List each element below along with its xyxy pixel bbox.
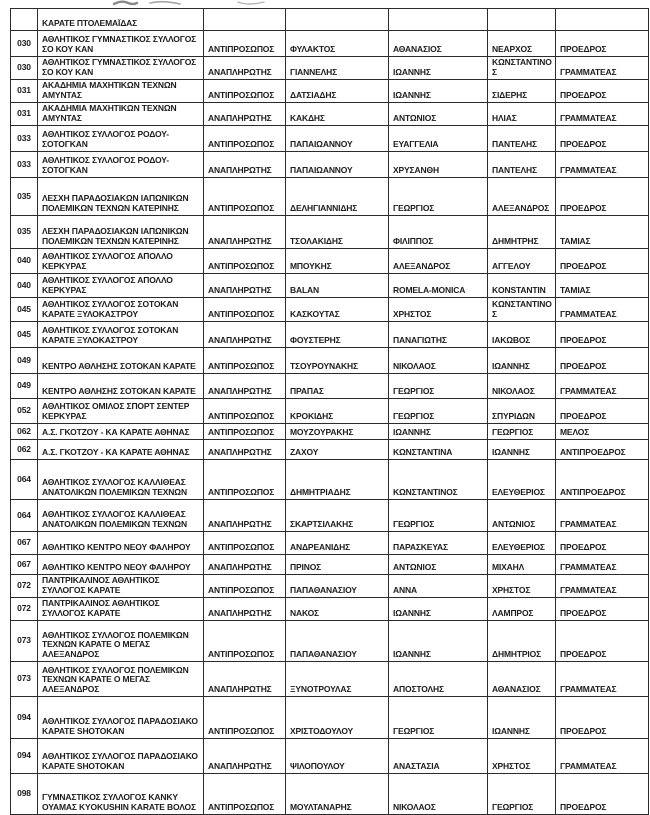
cell-position: ΓΡΑΜΜΑΤΕΑΣ: [556, 103, 649, 126]
cell-first-name: ΧΡΗΣΤΟΣ: [389, 298, 488, 322]
cell-club-code: 045: [11, 322, 38, 348]
cell-father-name: ΝΙΚΟΛΑΟΣ: [488, 374, 556, 399]
cell-club-code: 094: [11, 697, 38, 739]
cell-first-name: ROMELA-MONICA: [389, 274, 488, 298]
table-row: [11, 103, 649, 126]
cell-position: ΓΡΑΜΜΑΤΕΑΣ: [556, 152, 649, 178]
cell-position: ΠΡΟΕΔΡΟΣ: [556, 598, 649, 621]
cell-position: ΠΡΟΕΔΡΟΣ: [556, 80, 649, 103]
cell-position: ΑΝΤΙΠΡΟΕΔΡΟΣ: [556, 460, 649, 500]
cell-club-name: ΑΘΛΗΤΙΚΟΣ ΣΥΛΛΟΓΟΣ ΚΑΛΛΙΘΕΑΣ ΑΝΑΤΟΛΙΚΩΝ ΠΟΛΕΜΙΚΩΝ ΤΕΧΝΩΝ: [38, 460, 204, 500]
cell-first-name: ΙΩΑΝΝΗΣ: [389, 621, 488, 662]
cell-role: ΑΝΑΠΛΗΡΩΤΗΣ: [204, 152, 286, 178]
cell-club-code: [11, 9, 38, 31]
cell-father-name: ΑΘΑΝΑΣΙΟΣ: [488, 662, 556, 697]
cell-club-name: ΑΘΛΗΤΙΚΟΣ ΣΥΛΛΟΓΟΣ ΡΟΔΟΥ-ΣΟΤΟΓΚΑΝ: [38, 152, 204, 178]
cell-surname: ΜΟΥΖΟΥΡΑΚΗΣ: [286, 424, 389, 440]
cell-surname: ΚΑΣΚΟΥΤΑΣ: [286, 298, 389, 322]
cell-first-name: ΠΑΡΑΣΚΕΥΑΣ: [389, 532, 488, 555]
cell-role: ΑΝΤΙΠΡΟΣΩΠΟΣ: [204, 249, 286, 274]
cell-club-code: 094: [11, 739, 38, 774]
cell-first-name: ΙΩΑΝΝΗΣ: [389, 598, 488, 621]
cell-father-name: ΓΕΩΡΓΙΟΣ: [488, 424, 556, 440]
cell-first-name: ΑΝΤΩΝΙΟΣ: [389, 103, 488, 126]
cell-surname: ΑΝΔΡΕΑΝΙΔΗΣ: [286, 532, 389, 555]
cell-father-name: ΠΑΝΤΕΛΗΣ: [488, 152, 556, 178]
cell-first-name: ΙΩΑΝΝΗΣ: [389, 57, 488, 80]
cell-role: ΑΝΤΙΠΡΟΣΩΠΟΣ: [204, 575, 286, 598]
cell-club-name: Α.Σ. ΓΚΟΤΖΟΥ - ΚΑ ΚΑΡΑΤΕ ΑΘΗΝΑΣ: [38, 440, 204, 460]
cell-surname: ΦΥΛΑΚΤΟΣ: [286, 31, 389, 57]
registry-table: [10, 8, 649, 815]
cell-surname: ΔΗΜΗΤΡΙΑΔΗΣ: [286, 460, 389, 500]
cell-role: ΑΝΤΙΠΡΟΣΩΠΟΣ: [204, 348, 286, 374]
cell-role: ΑΝΤΙΠΡΟΣΩΠΟΣ: [204, 399, 286, 424]
cell-club-code: 040: [11, 274, 38, 298]
cell-role: ΑΝΤΙΠΡΟΣΩΠΟΣ: [204, 697, 286, 739]
cell-father-name: ΜΙΧΑΗΛ: [488, 555, 556, 575]
cell-first-name: ΚΩΝΣΤΑΝΤΙΝΑ: [389, 440, 488, 460]
cell-first-name: ΧΡΥΣΑΝΘΗ: [389, 152, 488, 178]
cell-club-name: ΑΘΛΗΤΙΚΟΣ ΣΥΛΛΟΓΟΣ ΑΠΟΛΛΟ ΚΕΡΚΥΡΑΣ: [38, 249, 204, 274]
cell-club-name: ΑΘΛΗΤΙΚΟΣ ΣΥΛΛΟΓΟΣ ΚΑΛΛΙΘΕΑΣ ΑΝΑΤΟΛΙΚΩΝ ΠΟΛΕΜΙΚΩΝ ΤΕΧΝΩΝ: [38, 500, 204, 532]
cell-surname: ΔΑΤΣΙΑΔΗΣ: [286, 80, 389, 103]
cell-surname: ΔΕΛΗΓΙΑΝΝΙΔΗΣ: [286, 178, 389, 216]
cell-first-name: ΑΝΝΑ: [389, 575, 488, 598]
cell-club-name: ΑΘΛΗΤΙΚΟΣ ΣΥΛΛΟΓΟΣ ΠΟΛΕΜΙΚΩΝ ΤΕΧΝΩΝ ΚΑΡΑΤΕ Ο ΜΕΓΑΣ ΑΛΕΞΑΝΔΡΟΣ: [38, 662, 204, 697]
cell-club-name: ΚΕΝΤΡΟ ΑΘΛΗΣΗΣ ΣΟΤΟΚΑΝ ΚΑΡΑΤΕ: [38, 348, 204, 374]
cell-role: ΑΝΤΙΠΡΟΣΩΠΟΣ: [204, 774, 286, 815]
cell-club-code: 064: [11, 460, 38, 500]
cell-surname: ΠΡΑΠΑΣ: [286, 374, 389, 399]
cell-first-name: ΓΕΩΡΓΙΟΣ: [389, 500, 488, 532]
cell-club-code: 031: [11, 103, 38, 126]
cell-father-name: ΙΑΚΩΒΟΣ: [488, 322, 556, 348]
cell-position: ΤΑΜΙΑΣ: [556, 216, 649, 249]
cell-position: ΠΡΟΕΔΡΟΣ: [556, 249, 649, 274]
cell-club-code: 064: [11, 500, 38, 532]
cell-surname: ΜΠΟΥΚΗΣ: [286, 249, 389, 274]
cell-position: ΓΡΑΜΜΑΤΕΑΣ: [556, 555, 649, 575]
cell-club-code: 067: [11, 555, 38, 575]
cell-club-code: 072: [11, 575, 38, 598]
cell-father-name: ΔΗΜΗΤΡΙΟΣ: [488, 621, 556, 662]
cell-club-code: 031: [11, 80, 38, 103]
cell-role: ΑΝΑΠΛΗΡΩΤΗΣ: [204, 374, 286, 399]
cell-father-name: ΧΡΗΣΤΟΣ: [488, 739, 556, 774]
cell-surname: ΚΑΚΔΗΣ: [286, 103, 389, 126]
cell-position: ΠΡΟΕΔΡΟΣ: [556, 774, 649, 815]
cell-father-name: ΛΑΜΠΡΟΣ: [488, 598, 556, 621]
cell-club-name: ΓΥΜΝΑΣΤΙΚΟΣ ΣΥΛΛΟΓΟΣ ΚΑΝΚΥ ΟΥΑΜΑΣ KYOKUSHIN KARATE ΒΟΛΟΣ: [38, 774, 204, 815]
cell-club-code: 067: [11, 532, 38, 555]
cell-surname: ΠΑΠΑΘΑΝΑΣΙΟΥ: [286, 621, 389, 662]
cell-first-name: ΓΕΩΡΓΙΟΣ: [389, 399, 488, 424]
cell-father-name: ΗΛΙΑΣ: [488, 103, 556, 126]
cell-position: ΠΡΟΕΔΡΟΣ: [556, 178, 649, 216]
cell-role: [204, 9, 286, 31]
cell-club-code: 052: [11, 399, 38, 424]
cell-father-name: ΔΗΜΗΤΡΗΣ: [488, 216, 556, 249]
cell-position: ΓΡΑΜΜΑΤΕΑΣ: [556, 298, 649, 322]
cell-club-name: ΑΚΑΔΗΜΙΑ ΜΑΧΗΤΙΚΩΝ ΤΕΧΝΩΝ ΑΜΥΝΤΑΣ: [38, 80, 204, 103]
cell-first-name: ΑΛΕΞΑΝΔΡΟΣ: [389, 249, 488, 274]
cell-role: ΑΝΑΠΛΗΡΩΤΗΣ: [204, 739, 286, 774]
cell-club-name: ΑΘΛΗΤΙΚΟΣ ΟΜΙΛΟΣ ΣΠΟΡΤ ΣΕΝΤΕΡ ΚΕΡΚΥΡΑΣ: [38, 399, 204, 424]
cell-club-name: ΑΘΛΗΤΙΚΟ ΚΕΝΤΡΟ ΝΕΟΥ ΦΑΛΗΡΟΥ: [38, 532, 204, 555]
cell-surname: ΞΥΝΟΤΡΟΥΛΑΣ: [286, 662, 389, 697]
cell-surname: ΣΚΑΡΤΣΙΛΑΚΗΣ: [286, 500, 389, 532]
cell-club-code: 045: [11, 298, 38, 322]
table-row: [11, 440, 649, 460]
cell-surname: ΧΡΙΣΤΟΔΟΥΛΟΥ: [286, 697, 389, 739]
cell-father-name: ΣΙΔΕΡΗΣ: [488, 80, 556, 103]
cell-club-name: ΑΚΑΔΗΜΙΑ ΜΑΧΗΤΙΚΩΝ ΤΕΧΝΩΝ ΑΜΥΝΤΑΣ: [38, 103, 204, 126]
cell-position: ΠΡΟΕΔΡΟΣ: [556, 31, 649, 57]
table-row: [11, 178, 649, 216]
cell-father-name: ΧΡΗΣΤΟΣ: [488, 575, 556, 598]
cell-role: ΑΝΤΙΠΡΟΣΩΠΟΣ: [204, 31, 286, 57]
cell-club-code: 033: [11, 126, 38, 152]
cell-first-name: ΠΑΝΑΓΙΩΤΗΣ: [389, 322, 488, 348]
cell-club-name: ΚΑΡΑΤΕ ΠΤΟΛΕΜΑΪΔΑΣ: [38, 9, 204, 31]
cell-role: ΑΝΤΙΠΡΟΣΩΠΟΣ: [204, 80, 286, 103]
cell-father-name: ΚΩΝΣΤΑΝΤΙΝΟΣ: [488, 298, 556, 322]
cell-position: ΓΡΑΜΜΑΤΕΑΣ: [556, 374, 649, 399]
cell-club-code: 098: [11, 774, 38, 815]
cell-role: ΑΝΑΠΛΗΡΩΤΗΣ: [204, 216, 286, 249]
cell-surname: BALAN: [286, 274, 389, 298]
cell-surname: [286, 9, 389, 31]
cell-position: ΠΡΟΕΔΡΟΣ: [556, 697, 649, 739]
cell-father-name: ΙΩΑΝΝΗΣ: [488, 697, 556, 739]
cell-father-name: ΣΠΥΡΙΔΩΝ: [488, 399, 556, 424]
table-row: [11, 774, 649, 815]
cell-position: ΓΡΑΜΜΑΤΕΑΣ: [556, 500, 649, 532]
cell-first-name: ΑΝΤΩΝΙΟΣ: [389, 555, 488, 575]
table-row: [11, 532, 649, 555]
cell-club-name: ΑΘΛΗΤΙΚΟ ΚΕΝΤΡΟ ΝΕΟΥ ΦΑΛΗΡΟΥ: [38, 555, 204, 575]
cell-club-code: 035: [11, 216, 38, 249]
cell-surname: ΜΟΥΛΤΑΝΑΡΗΣ: [286, 774, 389, 815]
cell-role: ΑΝΤΙΠΡΟΣΩΠΟΣ: [204, 424, 286, 440]
cell-club-code: 049: [11, 348, 38, 374]
table-row: [11, 298, 649, 322]
table-row: [11, 424, 649, 440]
cell-position: ΤΑΜΙΑΣ: [556, 274, 649, 298]
cell-role: ΑΝΤΙΠΡΟΣΩΠΟΣ: [204, 126, 286, 152]
cell-first-name: ΦΙΛΙΠΠΟΣ: [389, 216, 488, 249]
cell-position: ΠΡΟΕΔΡΟΣ: [556, 532, 649, 555]
cell-father-name: [488, 9, 556, 31]
cell-club-code: 062: [11, 424, 38, 440]
cell-club-name: ΛΕΣΧΗ ΠΑΡΑΔΟΣΙΑΚΩΝ ΙΑΠΩΝΙΚΩΝ ΠΟΛΕΜΙΚΩΝ ΤΕΧΝΩΝ ΚΑΤΕΡΙΝΗΣ: [38, 178, 204, 216]
cell-club-name: ΑΘΛΗΤΙΚΟΣ ΣΥΛΛΟΓΟΣ ΠΑΡΑΔΟΣΙΑΚΟ ΚΑΡΑΤΕ SHOTOKAN: [38, 697, 204, 739]
cell-club-code: 062: [11, 440, 38, 460]
cell-father-name: ΙΩΑΝΝΗΣ: [488, 348, 556, 374]
cell-father-name: ΑΛΕΞΑΝΔΡΟΣ: [488, 178, 556, 216]
cell-club-name: ΛΕΣΧΗ ΠΑΡΑΔΟΣΙΑΚΩΝ ΙΑΠΩΝΙΚΩΝ ΠΟΛΕΜΙΚΩΝ ΤΕΧΝΩΝ ΚΑΤΕΡΙΝΗΣ: [38, 216, 204, 249]
cell-surname: ΠΡΙΝΟΣ: [286, 555, 389, 575]
cell-role: ΑΝΤΙΠΡΟΣΩΠΟΣ: [204, 298, 286, 322]
table-row: [11, 249, 649, 274]
cell-role: ΑΝΑΠΛΗΡΩΤΗΣ: [204, 103, 286, 126]
cell-position: ΠΡΟΕΔΡΟΣ: [556, 126, 649, 152]
cell-club-name: ΑΘΛΗΤΙΚΟΣ ΣΥΛΛΟΓΟΣ ΣΟΤΟΚΑΝ ΚΑΡΑΤΕ ΞΥΛΟΚΑΣΤΡΟΥ: [38, 322, 204, 348]
cell-club-name: ΠΑΝΤΡΙΚΑΛΙΝΟΣ ΑΘΛΗΤΙΚΟΣ ΣΥΛΛΟΓΟΣ ΚΑΡΑΤΕ: [38, 575, 204, 598]
cell-position: ΠΡΟΕΔΡΟΣ: [556, 322, 649, 348]
cell-first-name: ΑΠΟΣΤΟΛΗΣ: [389, 662, 488, 697]
cell-surname: ΝΑΚΟΣ: [286, 598, 389, 621]
table-row: [11, 739, 649, 774]
cell-role: ΑΝΑΠΛΗΡΩΤΗΣ: [204, 555, 286, 575]
cell-role: ΑΝΑΠΛΗΡΩΤΗΣ: [204, 57, 286, 80]
cell-father-name: ΠΑΝΤΕΛΗΣ: [488, 126, 556, 152]
cell-club-name: ΑΘΛΗΤΙΚΟΣ ΓΥΜΝΑΣΤΙΚΟΣ ΣΥΛΛΟΓΟΣ ΣΟ ΚΟΥ ΚΑΝ: [38, 31, 204, 57]
cell-father-name: ΑΓΓΕΛΟΥ: [488, 249, 556, 274]
cell-father-name: KONSTANTIN: [488, 274, 556, 298]
cell-position: ΠΡΟΕΔΡΟΣ: [556, 621, 649, 662]
cell-club-name: Α.Σ. ΓΚΟΤΖΟΥ - ΚΑ ΚΑΡΑΤΕ ΑΘΗΝΑΣ: [38, 424, 204, 440]
cell-first-name: ΝΙΚΟΛΑΟΣ: [389, 774, 488, 815]
cell-club-code: 073: [11, 621, 38, 662]
cell-father-name: ΚΩΝΣΤΑΝΤΙΝΟΣ: [488, 57, 556, 80]
cell-club-name: ΠΑΝΤΡΙΚΑΛΙΝΟΣ ΑΘΛΗΤΙΚΟΣ ΣΥΛΛΟΓΟΣ ΚΑΡΑΤΕ: [38, 598, 204, 621]
cell-first-name: ΑΘΑΝΑΣΙΟΣ: [389, 31, 488, 57]
table-row: [11, 274, 649, 298]
cell-father-name: ΑΝΤΩΝΙΟΣ: [488, 500, 556, 532]
cell-surname: ΚΡΟΚΙΔΗΣ: [286, 399, 389, 424]
cell-club-name: ΑΘΛΗΤΙΚΟΣ ΣΥΛΛΟΓΟΣ ΡΟΔΟΥ-ΣΟΤΟΓΚΑΝ: [38, 126, 204, 152]
cell-role: ΑΝΑΠΛΗΡΩΤΗΣ: [204, 662, 286, 697]
cell-first-name: ΝΙΚΟΛΑΟΣ: [389, 348, 488, 374]
cell-first-name: ΙΩΑΝΝΗΣ: [389, 424, 488, 440]
cell-position: ΓΡΑΜΜΑΤΕΑΣ: [556, 739, 649, 774]
cell-club-code: 072: [11, 598, 38, 621]
cell-club-name: ΚΕΝΤΡΟ ΑΘΛΗΣΗΣ ΣΟΤΟΚΑΝ ΚΑΡΑΤΕ: [38, 374, 204, 399]
table-row: [11, 374, 649, 399]
cell-position: ΜΕΛΟΣ: [556, 424, 649, 440]
cell-first-name: ΑΝΑΣΤΑΣΙΑ: [389, 739, 488, 774]
cell-father-name: ΕΛΕΥΘΕΡΙΟΣ: [488, 532, 556, 555]
cell-position: ΓΡΑΜΜΑΤΕΑΣ: [556, 662, 649, 697]
cell-surname: ΤΣΟΛΑΚΙΔΗΣ: [286, 216, 389, 249]
table-row: [11, 662, 649, 697]
cell-surname: ΤΣΟΥΡΟΥΝΑΚΗΣ: [286, 348, 389, 374]
cell-role: ΑΝΤΙΠΡΟΣΩΠΟΣ: [204, 532, 286, 555]
table-row: [11, 348, 649, 374]
table-row: [11, 555, 649, 575]
cell-club-name: ΑΘΛΗΤΙΚΟΣ ΣΥΛΛΟΓΟΣ ΣΟΤΟΚΑΝ ΚΑΡΑΤΕ ΞΥΛΟΚΑΣΤΡΟΥ: [38, 298, 204, 322]
cell-surname: ΠΑΠΑΘΑΝΑΣΙΟΥ: [286, 575, 389, 598]
table-row: [11, 9, 649, 31]
table-row: [11, 598, 649, 621]
cell-first-name: ΓΕΩΡΓΙΟΣ: [389, 697, 488, 739]
table-row: [11, 500, 649, 532]
cell-position: ΓΡΑΜΜΑΤΕΑΣ: [556, 57, 649, 80]
cell-club-code: 035: [11, 178, 38, 216]
cell-father-name: ΙΩΑΝΝΗΣ: [488, 440, 556, 460]
table-row: [11, 697, 649, 739]
cell-surname: ΦΟΥΣΤΕΡΗΣ: [286, 322, 389, 348]
cell-surname: ΠΑΠΑΙΩΑΝΝΟΥ: [286, 152, 389, 178]
cell-role: ΑΝΑΠΛΗΡΩΤΗΣ: [204, 500, 286, 532]
cell-first-name: ΙΩΑΝΝΗΣ: [389, 80, 488, 103]
cell-club-code: 073: [11, 662, 38, 697]
cell-role: ΑΝΤΙΠΡΟΣΩΠΟΣ: [204, 460, 286, 500]
table-row: [11, 575, 649, 598]
table-row: [11, 126, 649, 152]
table-row: [11, 152, 649, 178]
cell-role: ΑΝΑΠΛΗΡΩΤΗΣ: [204, 274, 286, 298]
cell-first-name: ΓΕΩΡΓΙΟΣ: [389, 374, 488, 399]
table-row: [11, 216, 649, 249]
registry-table-body: [11, 9, 649, 815]
cell-club-name: ΑΘΛΗΤΙΚΟΣ ΣΥΛΛΟΓΟΣ ΑΠΟΛΛΟ ΚΕΡΚΥΡΑΣ: [38, 274, 204, 298]
cell-role: ΑΝΑΠΛΗΡΩΤΗΣ: [204, 598, 286, 621]
cell-position: ΠΡΟΕΔΡΟΣ: [556, 348, 649, 374]
table-row: [11, 80, 649, 103]
cell-first-name: ΚΩΝΣΤΑΝΤΙΝΟΣ: [389, 460, 488, 500]
cell-club-code: 049: [11, 374, 38, 399]
cell-position: ΓΡΑΜΜΑΤΕΑΣ: [556, 575, 649, 598]
cell-first-name: ΕΥΑΓΓΕΛΙΑ: [389, 126, 488, 152]
cell-role: ΑΝΑΠΛΗΡΩΤΗΣ: [204, 440, 286, 460]
cell-surname: ΠΑΠΑΙΩΑΝΝΟΥ: [286, 126, 389, 152]
cell-club-name: ΑΘΛΗΤΙΚΟΣ ΣΥΛΛΟΓΟΣ ΠΟΛΕΜΙΚΩΝ ΤΕΧΝΩΝ ΚΑΡΑΤΕ Ο ΜΕΓΑΣ ΑΛΕΞΑΝΔΡΟΣ: [38, 621, 204, 662]
cell-club-code: 033: [11, 152, 38, 178]
cell-club-code: 040: [11, 249, 38, 274]
cell-role: ΑΝΤΙΠΡΟΣΩΠΟΣ: [204, 178, 286, 216]
table-row: [11, 460, 649, 500]
cell-club-name: ΑΘΛΗΤΙΚΟΣ ΓΥΜΝΑΣΤΙΚΟΣ ΣΥΛΛΟΓΟΣ ΣΟ ΚΟΥ ΚΑΝ: [38, 57, 204, 80]
table-row: [11, 31, 649, 57]
cell-role: ΑΝΤΙΠΡΟΣΩΠΟΣ: [204, 621, 286, 662]
cell-surname: ΓΙΑΝΝΕΛΗΣ: [286, 57, 389, 80]
cell-club-name: ΑΘΛΗΤΙΚΟΣ ΣΥΛΛΟΓΟΣ ΠΑΡΑΔΟΣΙΑΚΟ ΚΑΡΑΤΕ SHOTOKAN: [38, 739, 204, 774]
table-row: [11, 322, 649, 348]
cell-father-name: ΕΛΕΥΘΕΡΙΟΣ: [488, 460, 556, 500]
cell-club-code: 030: [11, 31, 38, 57]
table-row: [11, 399, 649, 424]
cell-club-code: 030: [11, 57, 38, 80]
cell-role: ΑΝΑΠΛΗΡΩΤΗΣ: [204, 322, 286, 348]
cell-position: ΑΝΤΙΠΡΟΕΔΡΟΣ: [556, 440, 649, 460]
cell-father-name: ΓΕΩΡΓΙΟΣ: [488, 774, 556, 815]
table-row: [11, 621, 649, 662]
cell-first-name: ΓΕΩΡΓΙΟΣ: [389, 178, 488, 216]
cell-father-name: ΝΕΑΡΧΟΣ: [488, 31, 556, 57]
cell-position: ΠΡΟΕΔΡΟΣ: [556, 399, 649, 424]
cell-position: [556, 9, 649, 31]
table-row: [11, 57, 649, 80]
cell-first-name: [389, 9, 488, 31]
cell-surname: ΖΑΧΟΥ: [286, 440, 389, 460]
cell-surname: ΨΙΛΟΠΟΥΛΟΥ: [286, 739, 389, 774]
